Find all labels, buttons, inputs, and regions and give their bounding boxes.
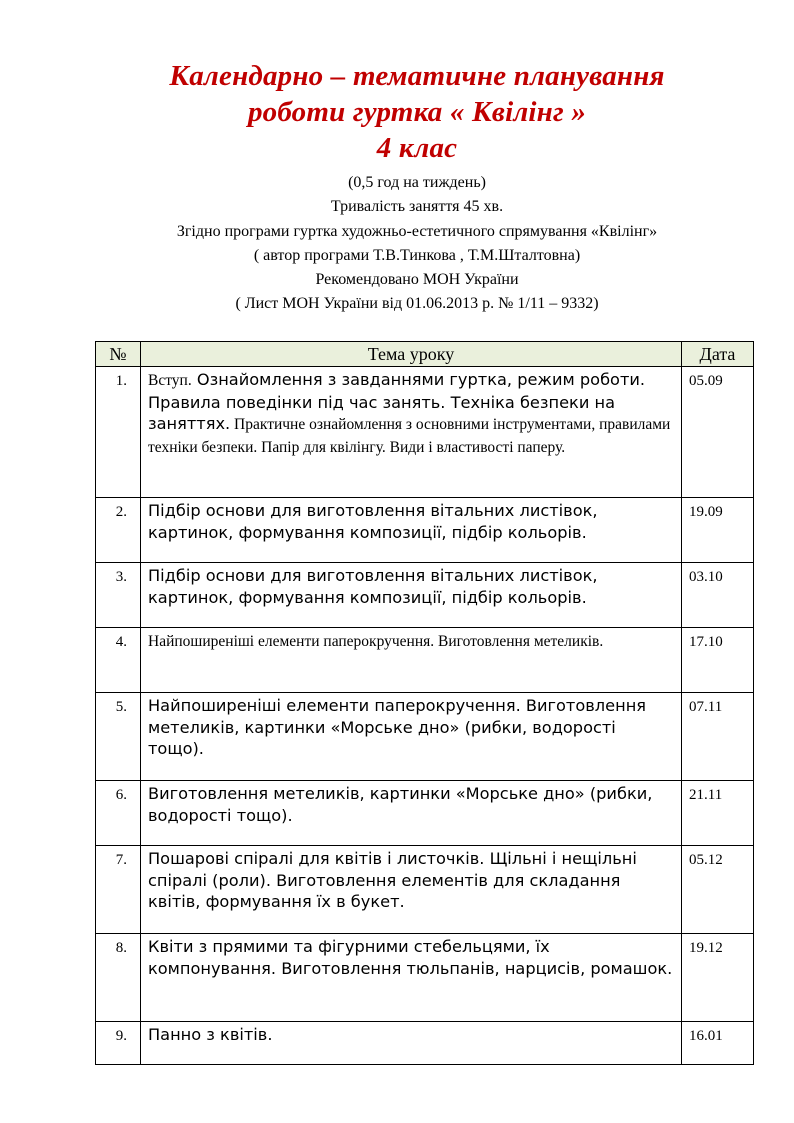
table-row: [96, 628, 754, 693]
row-date: 16.01: [682, 1022, 754, 1065]
lesson-plan-table: [95, 341, 754, 1065]
topic-text: Найпоширеніші елементи паперокручення. Виготовлення метеликів.: [148, 633, 604, 650]
document-title: [0, 58, 794, 166]
hours-per-week: (0,5 год на тиждень): [348, 174, 486, 191]
row-number: 1.: [96, 367, 141, 498]
title-line-3: 4 клас: [376, 132, 458, 164]
row-number: 7.: [96, 846, 141, 934]
header-topic: Тема уроку: [141, 342, 682, 367]
program-reference: Згідно програми гуртка художньо-естетичного спрямування «Квілінг»: [176, 222, 658, 240]
table-row: [96, 781, 754, 846]
row-topic: [141, 367, 682, 498]
row-date: 05.12: [682, 846, 754, 934]
topic-main: Ознайомлення з завданнями гуртка, режим роботи. Правила поведінки під час занять. Техніка безпеки на заняттях.: [148, 370, 646, 433]
document-subtitle: [0, 171, 794, 317]
table-row: [96, 1022, 754, 1065]
row-topic: Виготовлення метеликів, картинки «Морське дно» (рибки, водорості тощо).: [141, 781, 682, 846]
table-row: [96, 934, 754, 1022]
row-number: 6.: [96, 781, 141, 846]
header-num: №: [96, 342, 141, 367]
row-date: 17.10: [682, 628, 754, 693]
row-topic: Панно з квітів.: [141, 1022, 682, 1065]
row-topic: Квіти з прямими та фігурними стебельцями, їх компонування. Виготовлення тюльпанів, нарцисів, ромашок.: [141, 934, 682, 1022]
row-date: 19.12: [682, 934, 754, 1022]
row-topic: Підбір основи для виготовлення вітальних листівок, картинок, формування композиції, підбір кольорів.: [141, 498, 682, 563]
row-topic: Пошарові спіралі для квітів і листочків. Щільні і нещільні спіралі (роли). Виготовлення елементів для складання квітів, формування їх в букет.: [141, 846, 682, 934]
title-line-1: Календарно – тематичне планування: [169, 60, 665, 92]
row-number: 8.: [96, 934, 141, 1022]
topic-suffix: Практичне ознайомлення з основними інструментами, правилами техніки безпеки. Папір для квілінгу. Види і властивості паперу.: [148, 416, 671, 456]
program-authors: ( автор програми Т.В.Тинкова , Т.М.Шталтовна): [253, 246, 581, 264]
row-number: 9.: [96, 1022, 141, 1065]
title-line-2: роботи гуртка « Квілінг »: [247, 96, 587, 128]
table-row: [96, 367, 754, 498]
lesson-duration: Тривалість заняття 45 хв.: [330, 198, 504, 216]
row-topic: Найпоширеніші елементи паперокручення. Виготовлення метеликів, картинки «Морське дно» (рибки, водорості тощо).: [141, 693, 682, 781]
row-date: 03.10: [682, 563, 754, 628]
row-date: 07.11: [682, 693, 754, 781]
table-row: [96, 498, 754, 563]
row-number: 3.: [96, 563, 141, 628]
header-date: Дата: [682, 342, 754, 367]
row-number: 2.: [96, 498, 141, 563]
row-date: 21.11: [682, 781, 754, 846]
row-topic: [141, 628, 682, 693]
table-row: [96, 693, 754, 781]
ministry-letter: ( Лист МОН України від 01.06.2013 р. № 1/11 – 9332): [235, 295, 599, 313]
row-topic: Підбір основи для виготовлення вітальних листівок, картинок, формування композиції, підбір кольорів.: [141, 563, 682, 628]
ministry-recommendation: Рекомендовано МОН України: [315, 271, 519, 289]
row-date: 05.09: [682, 367, 754, 498]
row-number: 4.: [96, 628, 141, 693]
row-date: 19.09: [682, 498, 754, 563]
table-row: [96, 846, 754, 934]
table-header-row: [96, 342, 754, 367]
topic-prefix: Вступ.: [148, 372, 192, 389]
row-number: 5.: [96, 693, 141, 781]
table-row: [96, 563, 754, 628]
